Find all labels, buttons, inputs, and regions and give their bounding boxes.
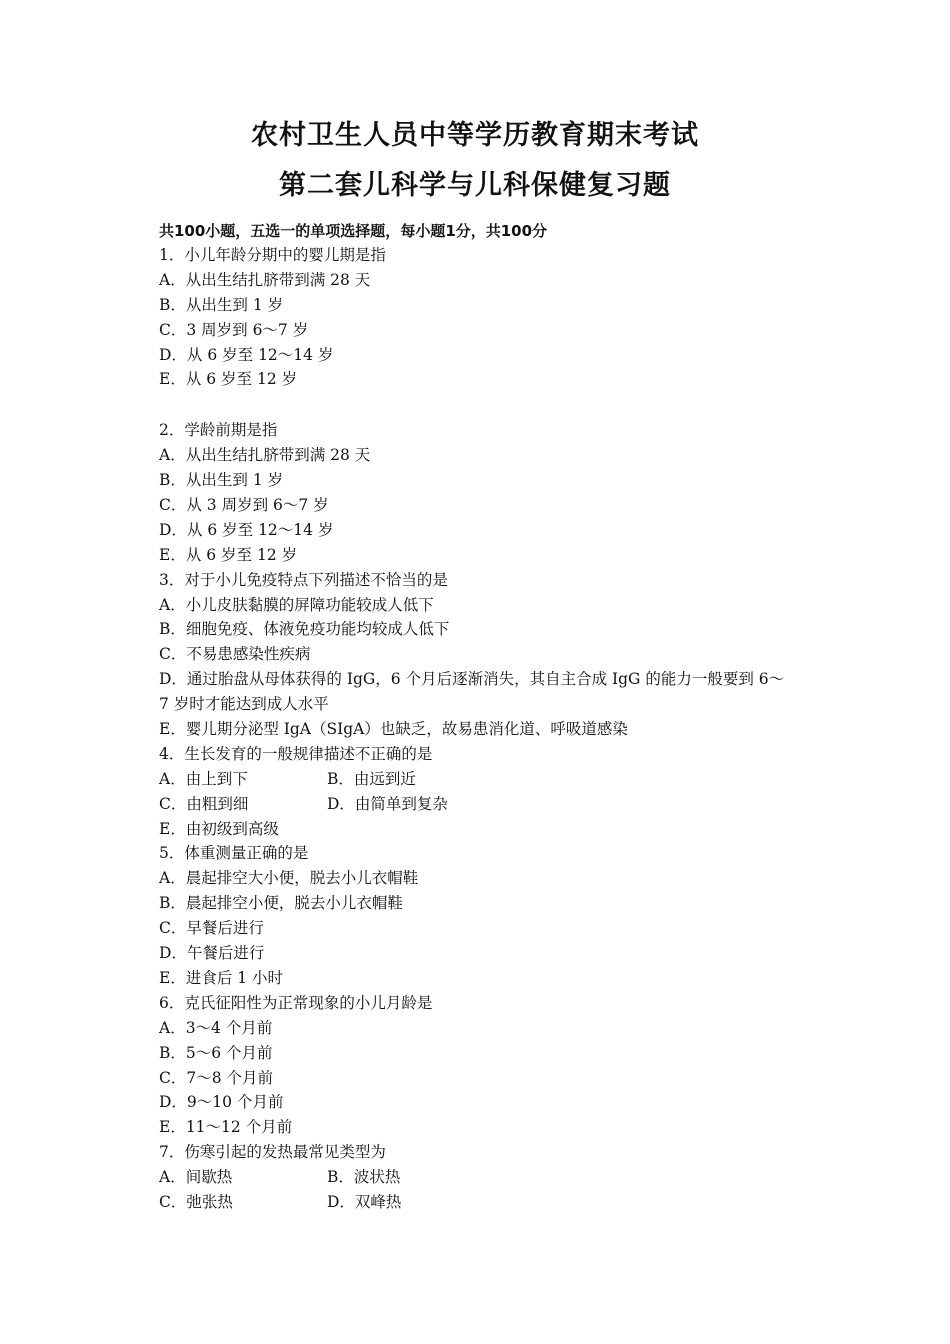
- answer-option: C．由粗到细: [159, 794, 249, 813]
- document-title: 农村卫生人员中等学历教育期末考试: [251, 120, 699, 151]
- answer-option: D．双峰热: [327, 1192, 402, 1211]
- answer-option: C．不易患感染性疾病: [159, 645, 311, 664]
- answer-option: C．7～8 个月前: [159, 1068, 274, 1087]
- question-stem: 2．学龄前期是指: [159, 421, 278, 440]
- question-stem: 4．生长发育的一般规律描述不正确的是: [159, 744, 433, 763]
- answer-option: C．从 3 周岁到 6～7 岁: [159, 496, 329, 515]
- question-stem: 6．克氏征阳性为正常现象的小儿月龄是: [159, 993, 433, 1012]
- answer-option-row: [159, 767, 819, 792]
- answer-option: A．由上到下: [159, 769, 248, 788]
- answer-option-row: [159, 792, 819, 817]
- answer-option: B．由远到近: [327, 769, 416, 788]
- answer-option: E．婴儿期分泌型 IgA（SIgA）也缺乏，故易患消化道、呼吸道感染: [159, 720, 628, 739]
- answer-option-row: [159, 1190, 819, 1215]
- question-stem: 5．体重测量正确的是: [159, 844, 309, 863]
- blank-line: [159, 392, 819, 418]
- answer-option: A．从出生结扎脐带到满 28 天: [159, 446, 371, 465]
- document-subtitle: 第二套儿科学与儿科保健复习题: [279, 170, 671, 201]
- question-stem: 7．伤寒引起的发热最常见类型为: [159, 1143, 386, 1162]
- answer-option: A．从出生结扎脐带到满 28 天: [159, 270, 371, 289]
- question-list: [159, 243, 819, 1215]
- answer-option: C．早餐后进行: [159, 919, 264, 938]
- answer-option: B．5～6 个月前: [159, 1043, 273, 1062]
- question-stem: 3．对于小儿免疫特点下列描述不恰当的是: [159, 570, 448, 589]
- answer-option: B．从出生到 1 岁: [159, 471, 284, 490]
- answer-option: A．3～4 个月前: [159, 1018, 273, 1037]
- answer-option: D．午餐后进行: [159, 944, 265, 963]
- answer-option: B．晨起排空小便，脱去小儿衣帽鞋: [159, 894, 403, 913]
- answer-option: B．细胞免疫、体液免疫功能均较成人低下: [159, 620, 450, 639]
- answer-option: B．从出生到 1 岁: [159, 295, 284, 314]
- answer-option: A．间歇热: [159, 1168, 233, 1187]
- exam-instructions: 共100小题，五选一的单项选择题，每小题1分，共100分: [159, 222, 548, 240]
- answer-option: D．9～10 个月前: [159, 1093, 284, 1112]
- answer-option: E．从 6 岁至 12 岁: [159, 545, 298, 564]
- answer-option: A．晨起排空大小便，脱去小儿衣帽鞋: [159, 869, 419, 888]
- answer-option: E．由初级到高级: [159, 819, 279, 838]
- answer-option: E．11～12 个月前: [159, 1118, 293, 1137]
- answer-option: E．从 6 岁至 12 岁: [159, 370, 298, 389]
- answer-option: D．从 6 岁至 12～14 岁: [159, 520, 334, 539]
- answer-option: D．由简单到复杂: [327, 794, 448, 813]
- answer-option: E．进食后 1 小时: [159, 968, 284, 987]
- answer-option: C．3 周岁到 6～7 岁: [159, 320, 309, 339]
- answer-option-row: [159, 1165, 819, 1190]
- answer-option: D．从 6 岁至 12～14 岁: [159, 345, 334, 364]
- answer-option: D．通过胎盘从母体获得的 IgG，6 个月后逐渐消失，其自主合成 IgG 的能力一般要到 6～: [159, 670, 785, 689]
- answer-option: B．波状热: [327, 1168, 401, 1187]
- answer-option-continuation: 7 岁时才能达到成人水平: [159, 695, 329, 714]
- answer-option: C．弛张热: [159, 1192, 233, 1211]
- answer-option: A．小儿皮肤黏膜的屏障功能较成人低下: [159, 595, 434, 614]
- question-stem: 1．小儿年龄分期中的婴儿期是指: [159, 246, 386, 264]
